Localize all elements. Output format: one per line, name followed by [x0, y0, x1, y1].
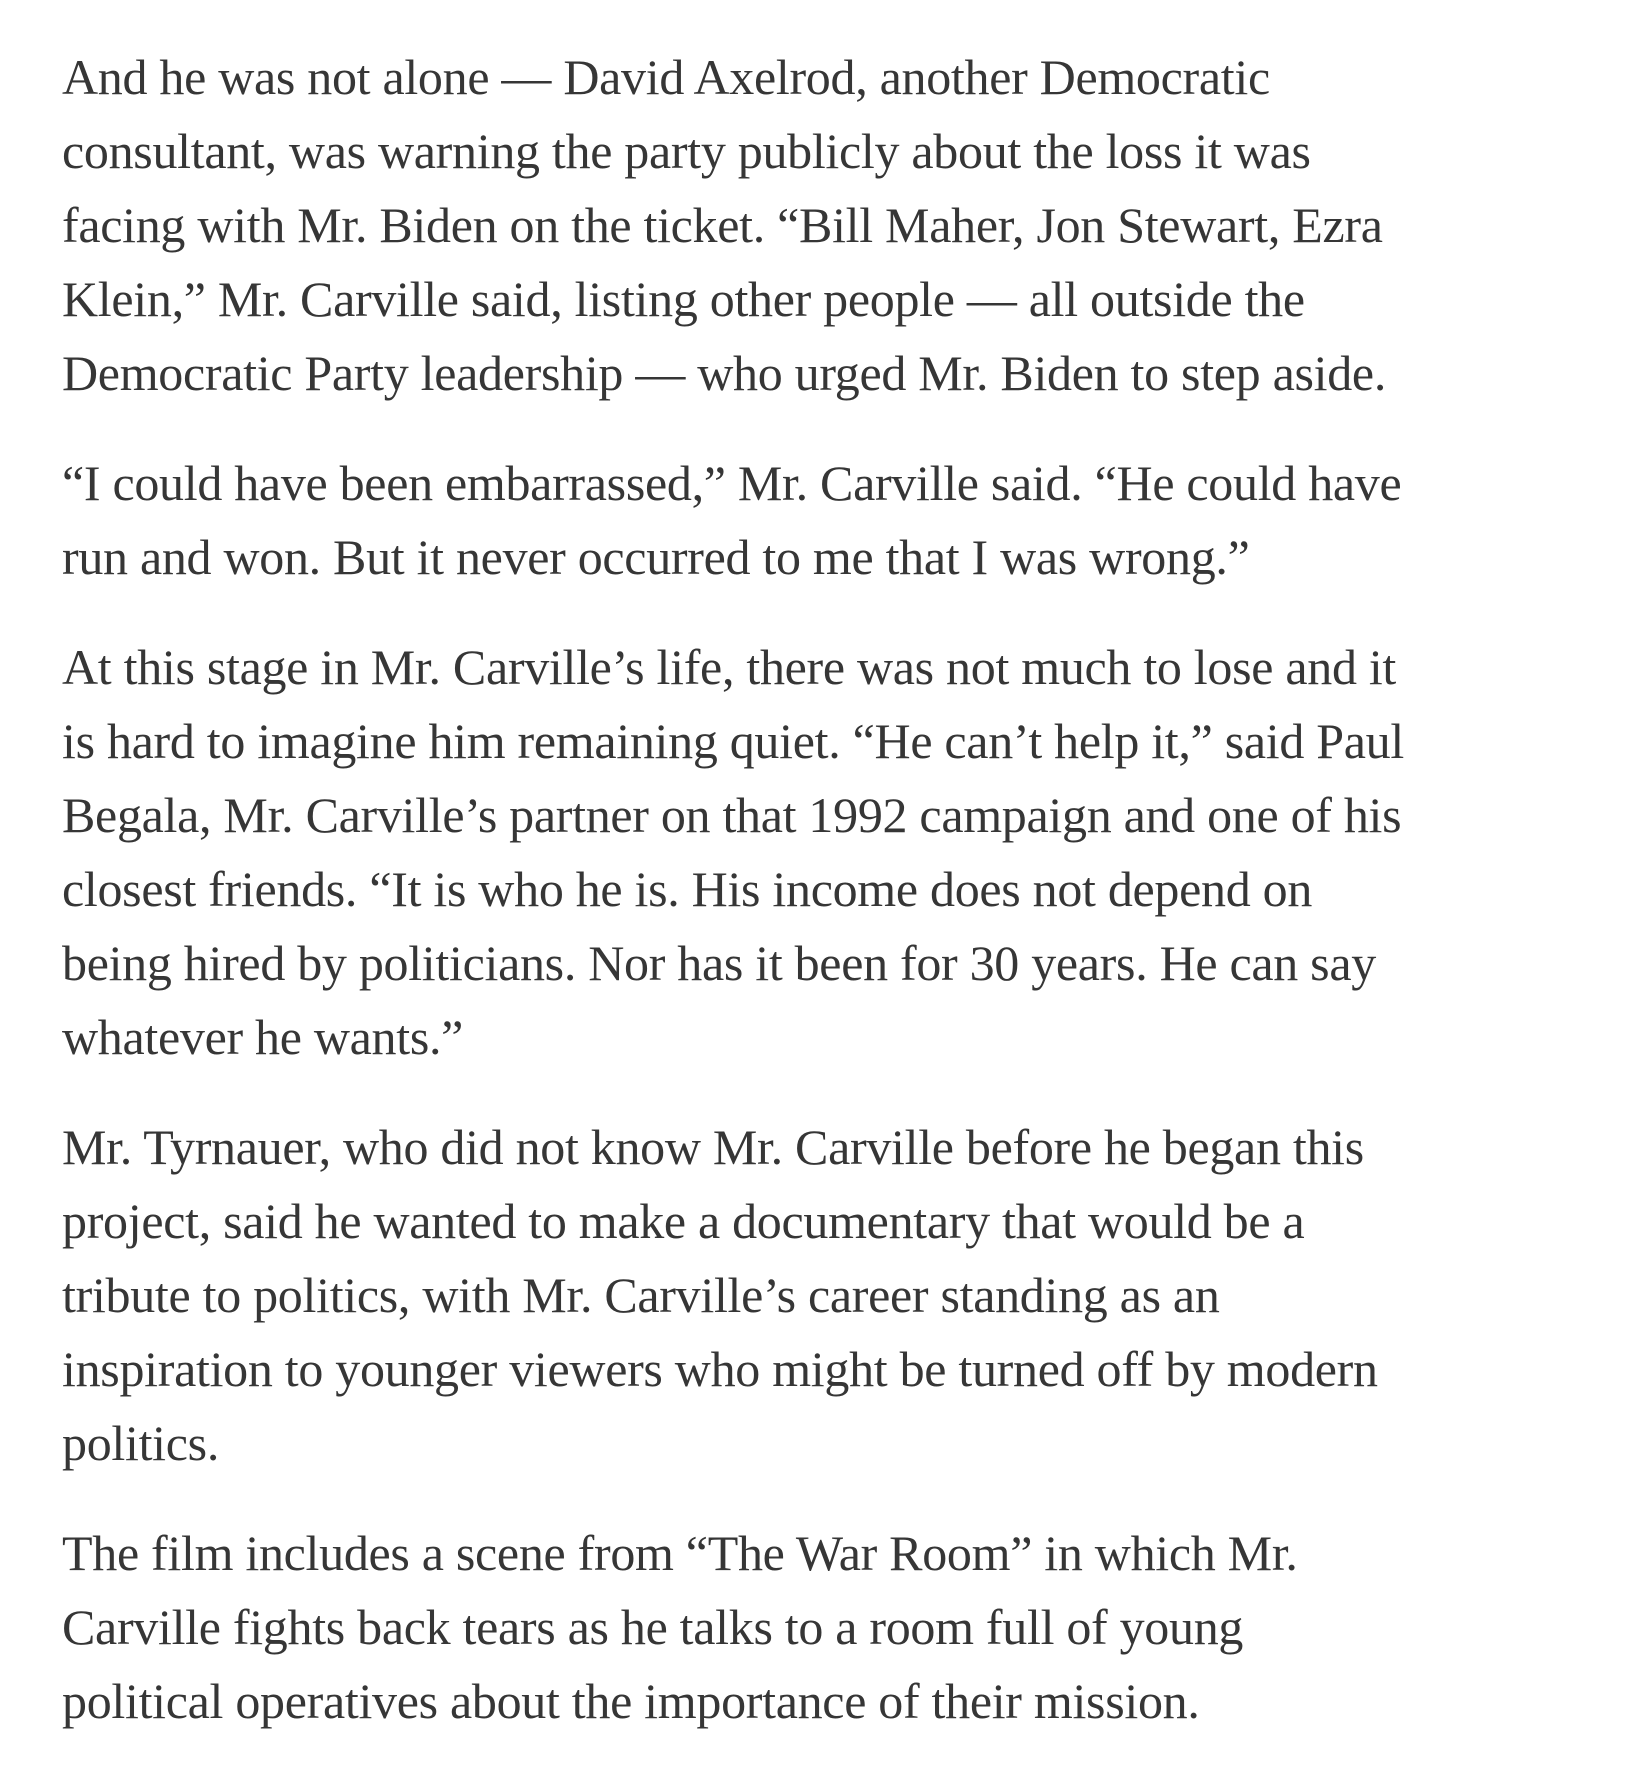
text-line: tribute to politics, with Mr. Carville’s career standing as an	[62, 1267, 1220, 1323]
paragraph	[62, 1110, 1582, 1480]
text-line: closest friends. “It is who he is. His income does not depend on	[62, 861, 1313, 917]
text-line: Democratic Party leadership — who urged Mr. Biden to step aside.	[62, 345, 1387, 401]
paragraph	[62, 40, 1582, 410]
paragraph	[62, 446, 1582, 594]
text-line: political operatives about the importance of their mission.	[62, 1673, 1200, 1729]
text-line: run and won. But it never occurred to me that I was wrong.”	[62, 529, 1250, 585]
text-line: Mr. Tyrnauer, who did not know Mr. Carville before he began this	[62, 1119, 1364, 1175]
text-line: facing with Mr. Biden on the ticket. “Bill Maher, Jon Stewart, Ezra	[62, 197, 1383, 253]
text-line: project, said he wanted to make a documentary that would be a	[62, 1193, 1305, 1249]
text-line: politics.	[62, 1415, 220, 1471]
paragraph	[62, 1516, 1582, 1738]
text-line: The film includes a scene from “The War Room” in which Mr.	[62, 1525, 1298, 1581]
text-line: inspiration to younger viewers who might be turned off by modern	[62, 1341, 1378, 1397]
text-line: being hired by politicians. Nor has it been for 30 years. He can say	[62, 935, 1376, 991]
article-body	[62, 40, 1582, 1774]
text-line: At this stage in Mr. Carville’s life, there was not much to lose and it	[62, 639, 1397, 695]
text-line: Carville fights back tears as he talks to a room full of young	[62, 1599, 1244, 1655]
text-line: consultant, was warning the party publicly about the loss it was	[62, 123, 1311, 179]
text-line: Begala, Mr. Carville’s partner on that 1992 campaign and one of his	[62, 787, 1402, 843]
text-line: “I could have been embarrassed,” Mr. Carville said. “He could have	[62, 455, 1402, 511]
text-line: whatever he wants.”	[62, 1009, 464, 1065]
paragraph	[62, 630, 1582, 1074]
text-line: And he was not alone — David Axelrod, another Democratic	[62, 49, 1270, 105]
text-line: is hard to imagine him remaining quiet. “He can’t help it,” said Paul	[62, 713, 1404, 769]
text-line: Klein,” Mr. Carville said, listing other people — all outside the	[62, 271, 1305, 327]
